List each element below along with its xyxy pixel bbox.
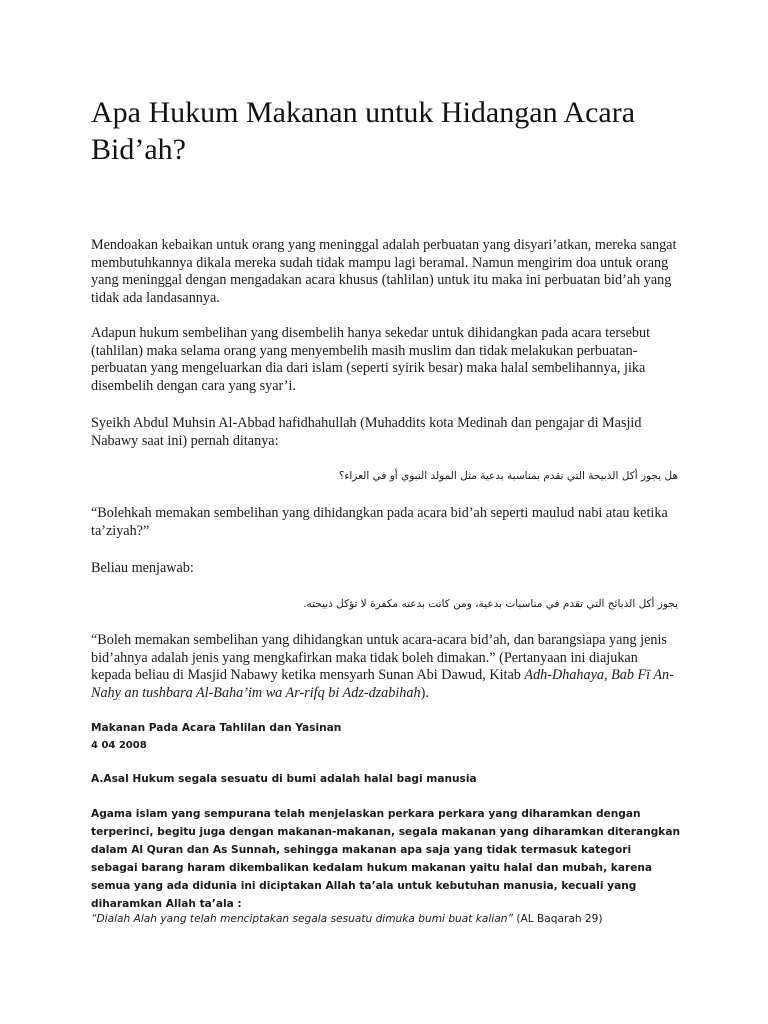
quote-reference: (AL Baqarah 29) bbox=[513, 913, 603, 925]
answer-quote: “Boleh memakan sembelihan yang dihidangkan untuk acara-acara bid’ah, dan barangsiapa yang jenis bid’ahnya adalah jenis yang mengkafirkan maka tidak boleh dimakan.” bbox=[91, 632, 667, 666]
answer-intro: Beliau menjawab: bbox=[91, 560, 194, 576]
answer-note: (Pertanyaan ini diajukan kepada beliau di Masjid Nabawy ketika mensyarh Sunan Abi Dawud, Kitab bbox=[91, 649, 638, 683]
section-body: Agama islam yang sempurana telah menjelaskan perkara perkara yang diharamkan dengan terperinci, begitu juga dengan makanan-makanan, segala makanan yang diharamkan diterangkan dalam Al Quran dan As Sunnah, sehingga makanan apa saja yang tidak termasuk kategori sebagai barang haram dikembalikan kedalam hukum makanan yaitu halal dan mubah, karena semua yang ada didunia ini diciptakan Allah ta’ala untuk kebutuhan manusia, kecuali yang diharamkan Allah ta’ala : bbox=[91, 808, 681, 910]
paragraph-syeikh: Syeikh Abdul Muhsin Al-Abbad hafidhahullah (Muhaddits kota Medinah dan pengajar di Masjid Nabawy saat ini) pernah ditanya: bbox=[91, 415, 642, 449]
section-quote bbox=[91, 910, 691, 928]
section-subheading: A.Asal Hukum segala sesuatu di bumi adalah halal bagi manusia bbox=[91, 773, 477, 785]
answer-source: Adh-Dhahaya, Bab Fī An-Nahy an tushbara Al-Baha’im wa Ar-rifq bi Adz-dzabihah bbox=[91, 667, 674, 701]
arabic-answer: يجوز أكل الذبائح التي تقدم في مناسبات بدعية، ومن كانت بدعته مكفرة لا تؤكل ذبيحته. bbox=[303, 598, 678, 610]
section-date: 4 04 2008 bbox=[91, 740, 147, 751]
answer-translation bbox=[91, 632, 681, 702]
section-heading: Makanan Pada Acara Tahlilan dan Yasinan bbox=[91, 722, 342, 734]
question-translation: “Bolehkah memakan sembelihan yang dihidangkan pada acara bid’ah seperti maulud nabi atau ketika ta’ziyah?” bbox=[91, 505, 668, 539]
paragraph-intro: Mendoakan kebaikan untuk orang yang meninggal adalah perbuatan yang disyari’atkan, mereka sangat membutuhkannya dikala mereka sudah tidak mampu lagi beramal. Namun mengirim doa untuk orang yang meninggal dengan mengadakan acara khusus (tahlilan) untuk itu maka ini perbuatan bid’ah yang tidak ada landasannya. bbox=[91, 237, 677, 306]
page-title: Apa Hukum Makanan untuk Hidangan Acara Bid’ah? bbox=[91, 96, 636, 166]
quote-text: “Dialah Alah yang telah menciptakan segala sesuatu dimuka bumi buat kalian” bbox=[91, 913, 513, 925]
answer-close: ). bbox=[420, 684, 429, 701]
paragraph-sembelihan: Adapun hukum sembelihan yang disembelih hanya sekedar untuk dihidangkan pada acara tersebut (tahlilan) maka selama orang yang menyembelih masih muslim dan tidak melakukan perbuatan-perbuatan yang mengeluarkan dia dari islam (seperti syirik besar) maka halal sembelihannya, jika disembelih dengan cara yang syar’i. bbox=[91, 325, 651, 394]
arabic-question: هل يجوز أكل الذبيحة التي تقدم بمناسبة بدعية مثل المولد النبوي أو في العزاء؟ bbox=[338, 470, 678, 482]
